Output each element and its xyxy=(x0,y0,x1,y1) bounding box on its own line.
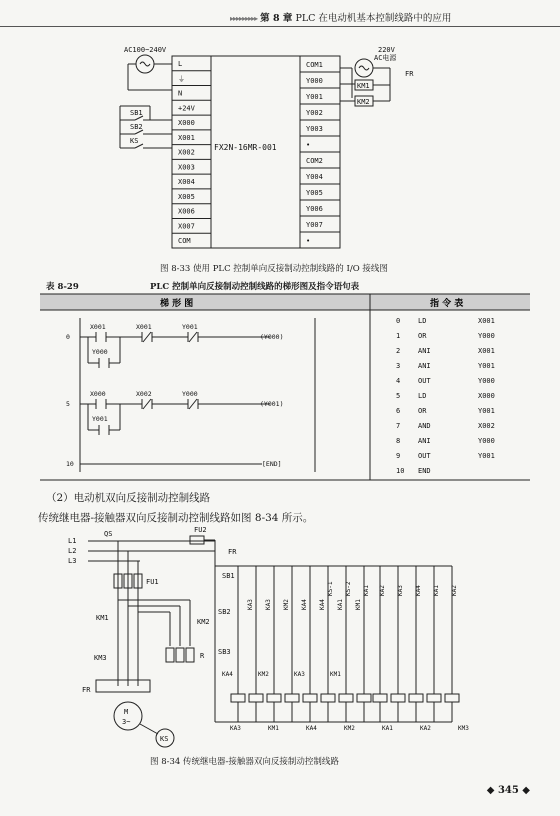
coil-box xyxy=(285,694,299,702)
instr-step-3: 3 xyxy=(396,362,401,370)
fr-label: FR xyxy=(405,70,414,78)
upper-contact-label-3: KA2 xyxy=(379,585,386,596)
input-label-ks: KS xyxy=(130,137,139,145)
section-paragraph: 传统继电器-接触器双向反接制动控制线路如图 8-34 所示。 xyxy=(38,512,314,524)
ks-label: KS xyxy=(160,735,169,743)
r-label: R xyxy=(200,652,205,660)
instr-step-6: 6 xyxy=(396,407,401,415)
top-contact-label-5: KA1 xyxy=(337,599,344,610)
right-terminal-4: Y003 xyxy=(306,125,323,133)
coil-box xyxy=(267,694,281,702)
figure-8-34-relay-diagram xyxy=(0,526,560,751)
top-contact-label-3: KA4 xyxy=(301,599,308,610)
left-terminal-8: X004 xyxy=(178,178,195,187)
coil-y000: (Y000) xyxy=(260,333,284,341)
instr-op-9: OUT xyxy=(418,452,431,460)
instr-operand-3: Y001 xyxy=(478,362,495,370)
coil-box xyxy=(339,694,353,702)
motor-sub-label: 3~ xyxy=(122,718,131,726)
instr-op-0: LD xyxy=(418,317,427,325)
instr-op-5: LD xyxy=(418,392,427,400)
coil-box xyxy=(303,694,317,702)
right-terminal-5: • xyxy=(306,141,311,149)
left-terminal-9: X005 xyxy=(178,192,195,201)
instr-op-4: OUT xyxy=(418,377,431,385)
qs-label: QS xyxy=(104,530,113,538)
coil-label-ka1: KA1 xyxy=(382,725,393,732)
instr-op-3: ANI xyxy=(418,362,431,370)
instr-step-10: 10 xyxy=(396,467,405,475)
mid-contact-label-0: KA4 xyxy=(222,671,233,678)
contact-label-x002: X002 xyxy=(136,390,152,398)
rung-step-10: 10 xyxy=(66,460,74,468)
left-terminal-7: X003 xyxy=(178,163,195,172)
km3-label: KM3 xyxy=(94,654,107,662)
plc-model: FX2N-16MR-001 xyxy=(214,143,277,152)
coil-box xyxy=(249,694,263,702)
right-terminal-1: Y000 xyxy=(306,77,323,85)
contact-label-x001: X001 xyxy=(136,323,152,331)
contact-label-y000: Y000 xyxy=(182,390,198,398)
top-contact-label-1: KA3 xyxy=(265,599,272,610)
coil-label-ka4: KA4 xyxy=(306,725,317,732)
instr-op-1: OR xyxy=(418,332,427,340)
instr-step-8: 8 xyxy=(396,437,401,445)
end-instruction: [END] xyxy=(262,460,282,468)
output-label-km1: KM1 xyxy=(357,82,370,90)
left-terminal-12: COM xyxy=(178,237,191,246)
instr-step-1: 1 xyxy=(396,332,401,340)
figure-8-33-io-diagram xyxy=(0,30,560,270)
table-8-29 xyxy=(40,292,530,482)
instr-operand-7: X002 xyxy=(478,422,495,430)
upper-contact-label-0: KS-1 xyxy=(327,581,334,596)
coil-box xyxy=(391,694,405,702)
power-input-label: AC100~240V xyxy=(124,46,167,54)
instr-step-0: 0 xyxy=(396,317,401,325)
coil-box xyxy=(427,694,441,702)
instr-op-6: OR xyxy=(418,407,427,415)
right-terminal-0: COM1 xyxy=(306,61,323,69)
left-terminal-2: N xyxy=(178,89,183,98)
instr-step-2: 2 xyxy=(396,347,401,355)
input-label-sb2: SB2 xyxy=(130,123,143,131)
instr-op-2: ANI xyxy=(418,347,431,355)
coil-box xyxy=(321,694,335,702)
output-label-km2: KM2 xyxy=(357,98,370,106)
upper-contact-label-5: KA4 xyxy=(415,585,422,596)
top-contact-label-6: KM1 xyxy=(355,599,362,610)
instr-operand-6: Y001 xyxy=(478,407,495,415)
left-terminal-1: ⏚ xyxy=(178,74,185,83)
input-label-sb1: SB1 xyxy=(130,109,143,117)
upper-contact-label-6: KA1 xyxy=(433,585,440,596)
instr-operand-8: Y000 xyxy=(478,437,495,445)
instr-operand-0: X001 xyxy=(478,317,495,325)
contact-label-x000: X000 xyxy=(90,390,106,398)
motor-label: M xyxy=(124,708,129,716)
right-terminal-2: Y001 xyxy=(306,93,323,101)
instruction-column-header: 指 令 表 xyxy=(430,299,464,309)
phase-l2: L2 xyxy=(68,547,77,555)
fr-label-2: FR xyxy=(82,686,91,694)
instr-op-10: END xyxy=(418,467,431,475)
upper-contact-label-2: KA1 xyxy=(363,585,370,596)
contact-label-x001: X001 xyxy=(90,323,106,331)
instr-step-9: 9 xyxy=(396,452,401,460)
mid-contact-label-1: KM2 xyxy=(258,671,269,678)
left-terminal-11: X007 xyxy=(178,222,195,231)
page-number: ◆ 345 ◆ xyxy=(486,785,530,796)
left-terminal-6: X002 xyxy=(178,148,195,157)
rung-step-0: 0 xyxy=(66,333,70,341)
right-terminal-11: • xyxy=(306,237,311,245)
fu1-label: FU1 xyxy=(146,578,159,586)
chapter-number: 第 8 章 xyxy=(260,13,293,24)
right-terminal-7: Y004 xyxy=(306,173,323,181)
km1-label: KM1 xyxy=(96,614,109,622)
left-terminal-5: X001 xyxy=(178,133,195,142)
sb2-label: SB2 xyxy=(218,608,231,616)
left-terminal-10: X006 xyxy=(178,207,195,216)
ac-source-label-2: AC电源 xyxy=(374,54,397,62)
top-contact-label-4: KA4 xyxy=(319,599,326,610)
phase-l1: L1 xyxy=(68,537,77,545)
mid-contact-label-3: KM1 xyxy=(330,671,341,678)
left-terminal-0: L xyxy=(178,60,183,68)
rung-step-5: 5 xyxy=(66,400,70,408)
instr-operand-1: Y000 xyxy=(478,332,495,340)
table-label: 表 8-29 xyxy=(46,282,79,292)
coil-box xyxy=(231,694,245,702)
instr-operand-2: X001 xyxy=(478,347,495,355)
coil-box xyxy=(373,694,387,702)
right-terminal-6: COM2 xyxy=(306,157,323,165)
top-contact-label-0: KA3 xyxy=(247,599,254,610)
coil-label-km3: KM3 xyxy=(458,725,469,732)
instr-operand-9: Y001 xyxy=(478,452,495,460)
figure-8-33-caption: 图 8-33 使用 PLC 控制单向反接制动控制线路的 I/O 接线图 xyxy=(160,264,388,274)
coil-y001: (Y001) xyxy=(260,400,284,408)
phase-l3: L3 xyxy=(68,557,77,565)
coil-label-km1: KM1 xyxy=(268,725,279,732)
instr-operand-4: Y000 xyxy=(478,377,495,385)
right-terminal-3: Y002 xyxy=(306,109,323,117)
contact-label-y001: Y001 xyxy=(182,323,198,331)
upper-contact-label-7: KA2 xyxy=(451,585,458,596)
instr-step-5: 5 xyxy=(396,392,401,400)
instr-step-7: 7 xyxy=(396,422,401,430)
upper-contact-label-1: KS-2 xyxy=(345,581,352,596)
parallel-label-y000: Y000 xyxy=(92,348,108,356)
ladder-column-header: 梯 形 图 xyxy=(160,299,194,309)
header-arrows: ▸▸▸▸▸▸▸▸▸ xyxy=(230,14,258,23)
section-heading: （2）电动机双向反接制动控制线路 xyxy=(46,492,211,504)
chapter-title: PLC 在电动机基本控制线路中的应用 xyxy=(295,13,452,24)
coil-label-ka3: KA3 xyxy=(230,725,241,732)
left-terminal-3: +24V xyxy=(178,104,195,113)
left-terminal-4: X000 xyxy=(178,119,195,128)
right-terminal-9: Y006 xyxy=(306,205,323,213)
parallel-label-y001: Y001 xyxy=(92,415,108,423)
figure-8-34-caption: 图 8-34 传统继电器-接触器双向反接制动控制线路 xyxy=(150,757,339,767)
ac-source-label: 220V xyxy=(378,46,395,54)
km2-label: KM2 xyxy=(197,618,210,626)
coil-label-ka2: KA2 xyxy=(420,725,431,732)
fr-contact-label: FR xyxy=(228,548,237,556)
instr-step-4: 4 xyxy=(396,377,401,385)
coil-box xyxy=(445,694,459,702)
top-contact-label-2: KM2 xyxy=(283,599,290,610)
instr-op-8: ANI xyxy=(418,437,431,445)
right-terminal-8: Y005 xyxy=(306,189,323,197)
instr-operand-5: X000 xyxy=(478,392,495,400)
coil-box xyxy=(409,694,423,702)
running-header xyxy=(230,10,555,26)
coil-box xyxy=(357,694,371,702)
upper-contact-label-4: KA3 xyxy=(397,585,404,596)
table-title: PLC 控制单向反接制动控制线路的梯形图及指令语句表 xyxy=(150,282,360,292)
fu2-label: FU2 xyxy=(194,526,207,534)
coil-label-km2: KM2 xyxy=(344,725,355,732)
mid-contact-label-2: KA3 xyxy=(294,671,305,678)
sb1-label: SB1 xyxy=(222,572,235,580)
right-terminal-10: Y007 xyxy=(306,221,323,229)
instr-op-7: AND xyxy=(418,422,431,430)
sb3-label: SB3 xyxy=(218,648,231,656)
header-rule xyxy=(0,26,560,27)
